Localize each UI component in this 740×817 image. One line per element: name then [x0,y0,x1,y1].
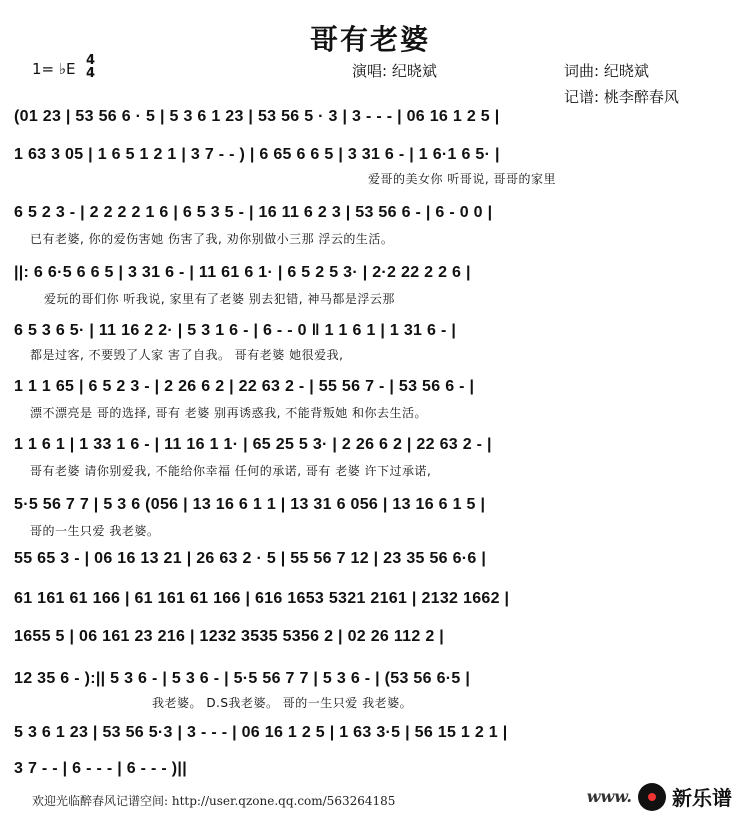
score-line-7-notes: 1 1 6 1 | 1 33 1 6 - | 11 16 1 1· | 65 25 5 3· | 2 26 6 2 | 22 63 2 - | [14,436,492,453]
logo-name: 新乐谱 [672,786,732,810]
song-title: 哥有老婆 [309,23,430,56]
score-line-3-notes: 6 5 2 3 - | 2 2 2 2 1 6 | 6 5 3 5 - | 16 11 6 2 3 | 53 56 6 - | 6 - 0 0 | [14,204,493,221]
score-line-3-lyrics: 已有老婆, 你的爱伤害她 伤害了我, 劝你别做小三那 浮云的生活。 [30,232,394,246]
score-line-6-lyrics: 漂不漂亮是 哥的选择, 哥有 老婆 别再诱惑我, 不能背叛她 和你去生活。 [30,406,428,420]
key-signature: 1= ♭E [32,60,76,78]
score-line-1-notes: (01 23 | 53 56 6 · 5 | 5 3 6 1 23 | 53 56 5 · 3 | 3 - - - | 06 16 1 2 5 | [14,108,500,125]
score-line-8-lyrics: 哥的一生只爱 我老婆。 [30,524,160,538]
time-signature [86,54,95,80]
score-line-5-notes: 6 5 3 6 5· | 11 16 2 2· | 5 3 1 6 - | 6 - - 0 ‖ 1 1 6 1 | 1 31 6 - | [14,322,457,339]
score-line-10-notes: 61 161 61 166 | 61 161 61 166 | 616 1653 5321 2161 | 2132 1662 | [14,590,510,607]
logo-www: www. [586,787,632,806]
site-logo[interactable] [587,782,732,811]
score-line-12-lyrics: 我老婆。 D.S我老婆。 哥的一生只爱 我老婆。 [152,696,413,710]
score-line-7-lyrics: 哥有老婆 请你别爱我, 不能给你幸福 任何的承诺, 哥有 老婆 许下过承诺, [30,464,432,478]
score-line-8-notes: 5·5 56 7 7 | 5 3 6 (056 | 13 16 6 1 1 | 13 31 6 056 | 13 16 6 1 5 | [14,496,486,513]
footer-link-text[interactable]: 欢迎光临醉春风记谱空间: http://user.qzone.qq.com/563264185 [32,794,396,808]
time-signature-bottom: 4 [86,66,96,81]
score-line-5-lyrics: 都是过客, 不要毁了人家 害了自我。 哥有老婆 她很爱我, [30,348,344,362]
score-line-9-notes: 55 65 3 - | 06 16 13 21 | 26 63 2 · 5 | 55 56 7 12 | 23 35 56 6·6 | [14,550,487,567]
composer-credit: 词曲: 纪晓斌 [564,62,649,80]
score-line-2-notes: 1 63 3 05 | 1 6 5 1 2 1 | 3 7 - - ) | 6 65 6 6 5 | 3 31 6 - | 1 6·1 6 5· | [14,146,500,163]
singer-credit: 演唱: 纪晓斌 [352,62,437,80]
music-disc-icon [638,783,666,811]
transcriber-credit: 记谱: 桃李醉春风 [564,88,679,106]
score-line-6-notes: 1 1 1 65 | 6 5 2 3 - | 2 26 6 2 | 22 63 2 - | 55 56 7 - | 53 56 6 - | [14,378,475,395]
score-line-2-lyrics: 爱哥的美女你 听哥说, 哥哥的家里 [368,172,556,186]
time-signature-top: 4 [86,53,96,68]
score-line-4-notes: ||: 6 6·5 6 6 5 | 3 31 6 - | 11 61 6 1· | 6 5 2 5 3· | 2·2 22 2 2 6 | [14,264,471,281]
score-line-14-notes: 3 7 - - | 6 - - - | 6 - - - )|| [14,760,187,777]
score-line-13-notes: 5 3 6 1 23 | 53 56 5·3 | 3 - - - | 06 16 1 2 5 | 1 63 3·5 | 56 15 1 2 1 | [14,724,508,741]
score-line-4-lyrics: 爱玩的哥们你 听我说, 家里有了老婆 别去犯错, 神马都是浮云那 [44,292,395,306]
score-line-11-notes: 1655 5 | 06 161 23 216 | 1232 3535 5356 2 | 02 26 112 2 | [14,628,445,645]
score-line-12-notes: 12 35 6 - ):|| 5 3 6 - | 5 3 6 - | 5·5 56 7 7 | 5 3 6 - | (53 56 6·5 | [14,670,471,687]
